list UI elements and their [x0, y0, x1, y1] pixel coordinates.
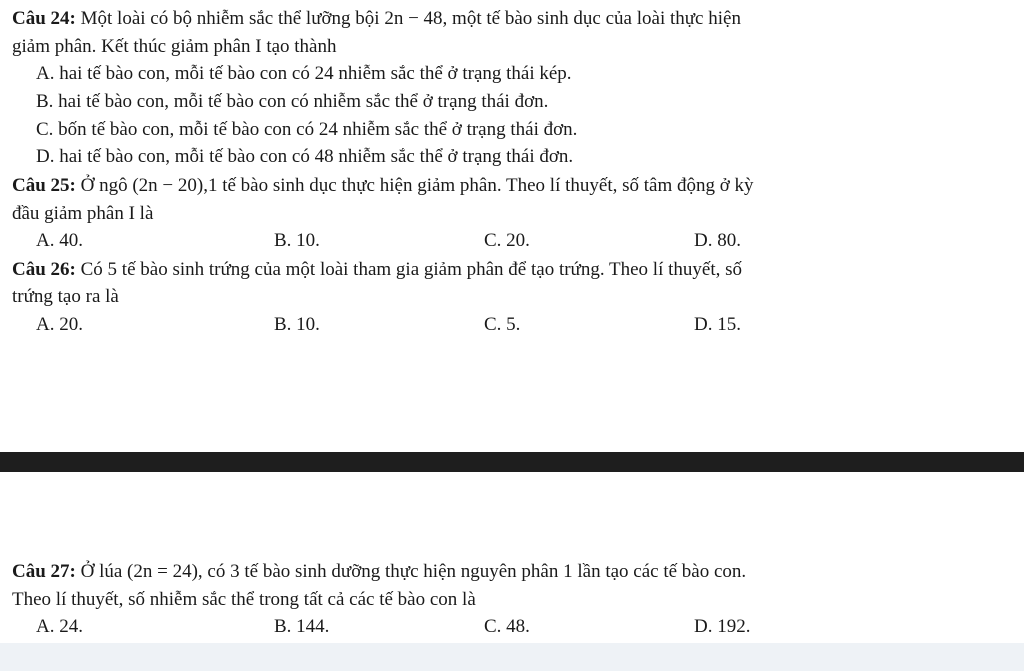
question-27-option-d: D. 192.	[694, 616, 751, 637]
question-24-option-b: B. hai tế bào con, mỗi tế bào con có nhiễm sắc thể ở trạng thái đơn.	[36, 91, 549, 112]
question-27-label: Câu 27:	[12, 561, 76, 582]
separator-band	[0, 452, 1024, 472]
question-26-stem-line-1	[12, 259, 742, 281]
question-27-stem-1: Ở lúa (2n = 24), có 3 tế bào sinh dưỡng thực hiện nguyên phân 1 lần tạo các tế bào con.	[75, 561, 747, 582]
question-27-stem-line-2: Theo lí thuyết, số nhiễm sắc thể trong tất cả các tế bào con là	[12, 589, 476, 610]
question-25-stem-line-2: đầu giảm phân I là	[12, 203, 154, 224]
question-25-option-d: D. 80.	[694, 230, 741, 251]
question-25-stem-1: Ở ngô (2n − 20),1 tế bào sinh dục thực hiện giảm phân. Theo lí thuyết, số tâm động ở kỳ	[75, 175, 754, 196]
question-24-stem-line-2: giảm phân. Kết thúc giảm phân I tạo thành	[12, 36, 337, 57]
bottom-strip	[0, 643, 1024, 671]
question-27-option-b: B. 144.	[274, 616, 330, 637]
question-25-option-c: C. 20.	[484, 230, 530, 251]
question-26-stem-line-2: trứng tạo ra là	[12, 286, 119, 307]
question-26-stem-1: Có 5 tế bào sinh trứng của một loài tham gia giảm phân để tạo trứng. Theo lí thuyết, số	[75, 259, 742, 280]
question-27-stem-line-1	[12, 561, 746, 583]
question-24-stem-1: Một loài có bộ nhiễm sắc thể lưỡng bội 2n − 48, một tế bào sinh dục của loài thực hiện	[75, 8, 741, 29]
question-26-label: Câu 26:	[12, 259, 76, 280]
question-26-option-d: D. 15.	[694, 314, 741, 335]
question-24-option-a: A. hai tế bào con, mỗi tế bào con có 24 nhiễm sắc thể ở trạng thái kép.	[36, 63, 572, 84]
question-24-option-d: D. hai tế bào con, mỗi tế bào con có 48 nhiễm sắc thể ở trạng thái đơn.	[36, 146, 574, 167]
question-24-label: Câu 24:	[12, 8, 76, 29]
question-25-option-a: A. 40.	[36, 230, 83, 251]
question-27-option-a: A. 24.	[36, 616, 83, 637]
question-25-label: Câu 25:	[12, 175, 76, 196]
question-25-stem-line-1	[12, 175, 754, 197]
question-26-option-a: A. 20.	[36, 314, 83, 335]
question-24-stem-line-1	[12, 8, 741, 30]
question-27-option-c: C. 48.	[484, 616, 530, 637]
question-25-option-b: B. 10.	[274, 230, 320, 251]
question-24-option-c: C. bốn tế bào con, mỗi tế bào con có 24 nhiễm sắc thể ở trạng thái đơn.	[36, 119, 578, 140]
question-26-option-b: B. 10.	[274, 314, 320, 335]
question-26-option-c: C. 5.	[484, 314, 521, 335]
